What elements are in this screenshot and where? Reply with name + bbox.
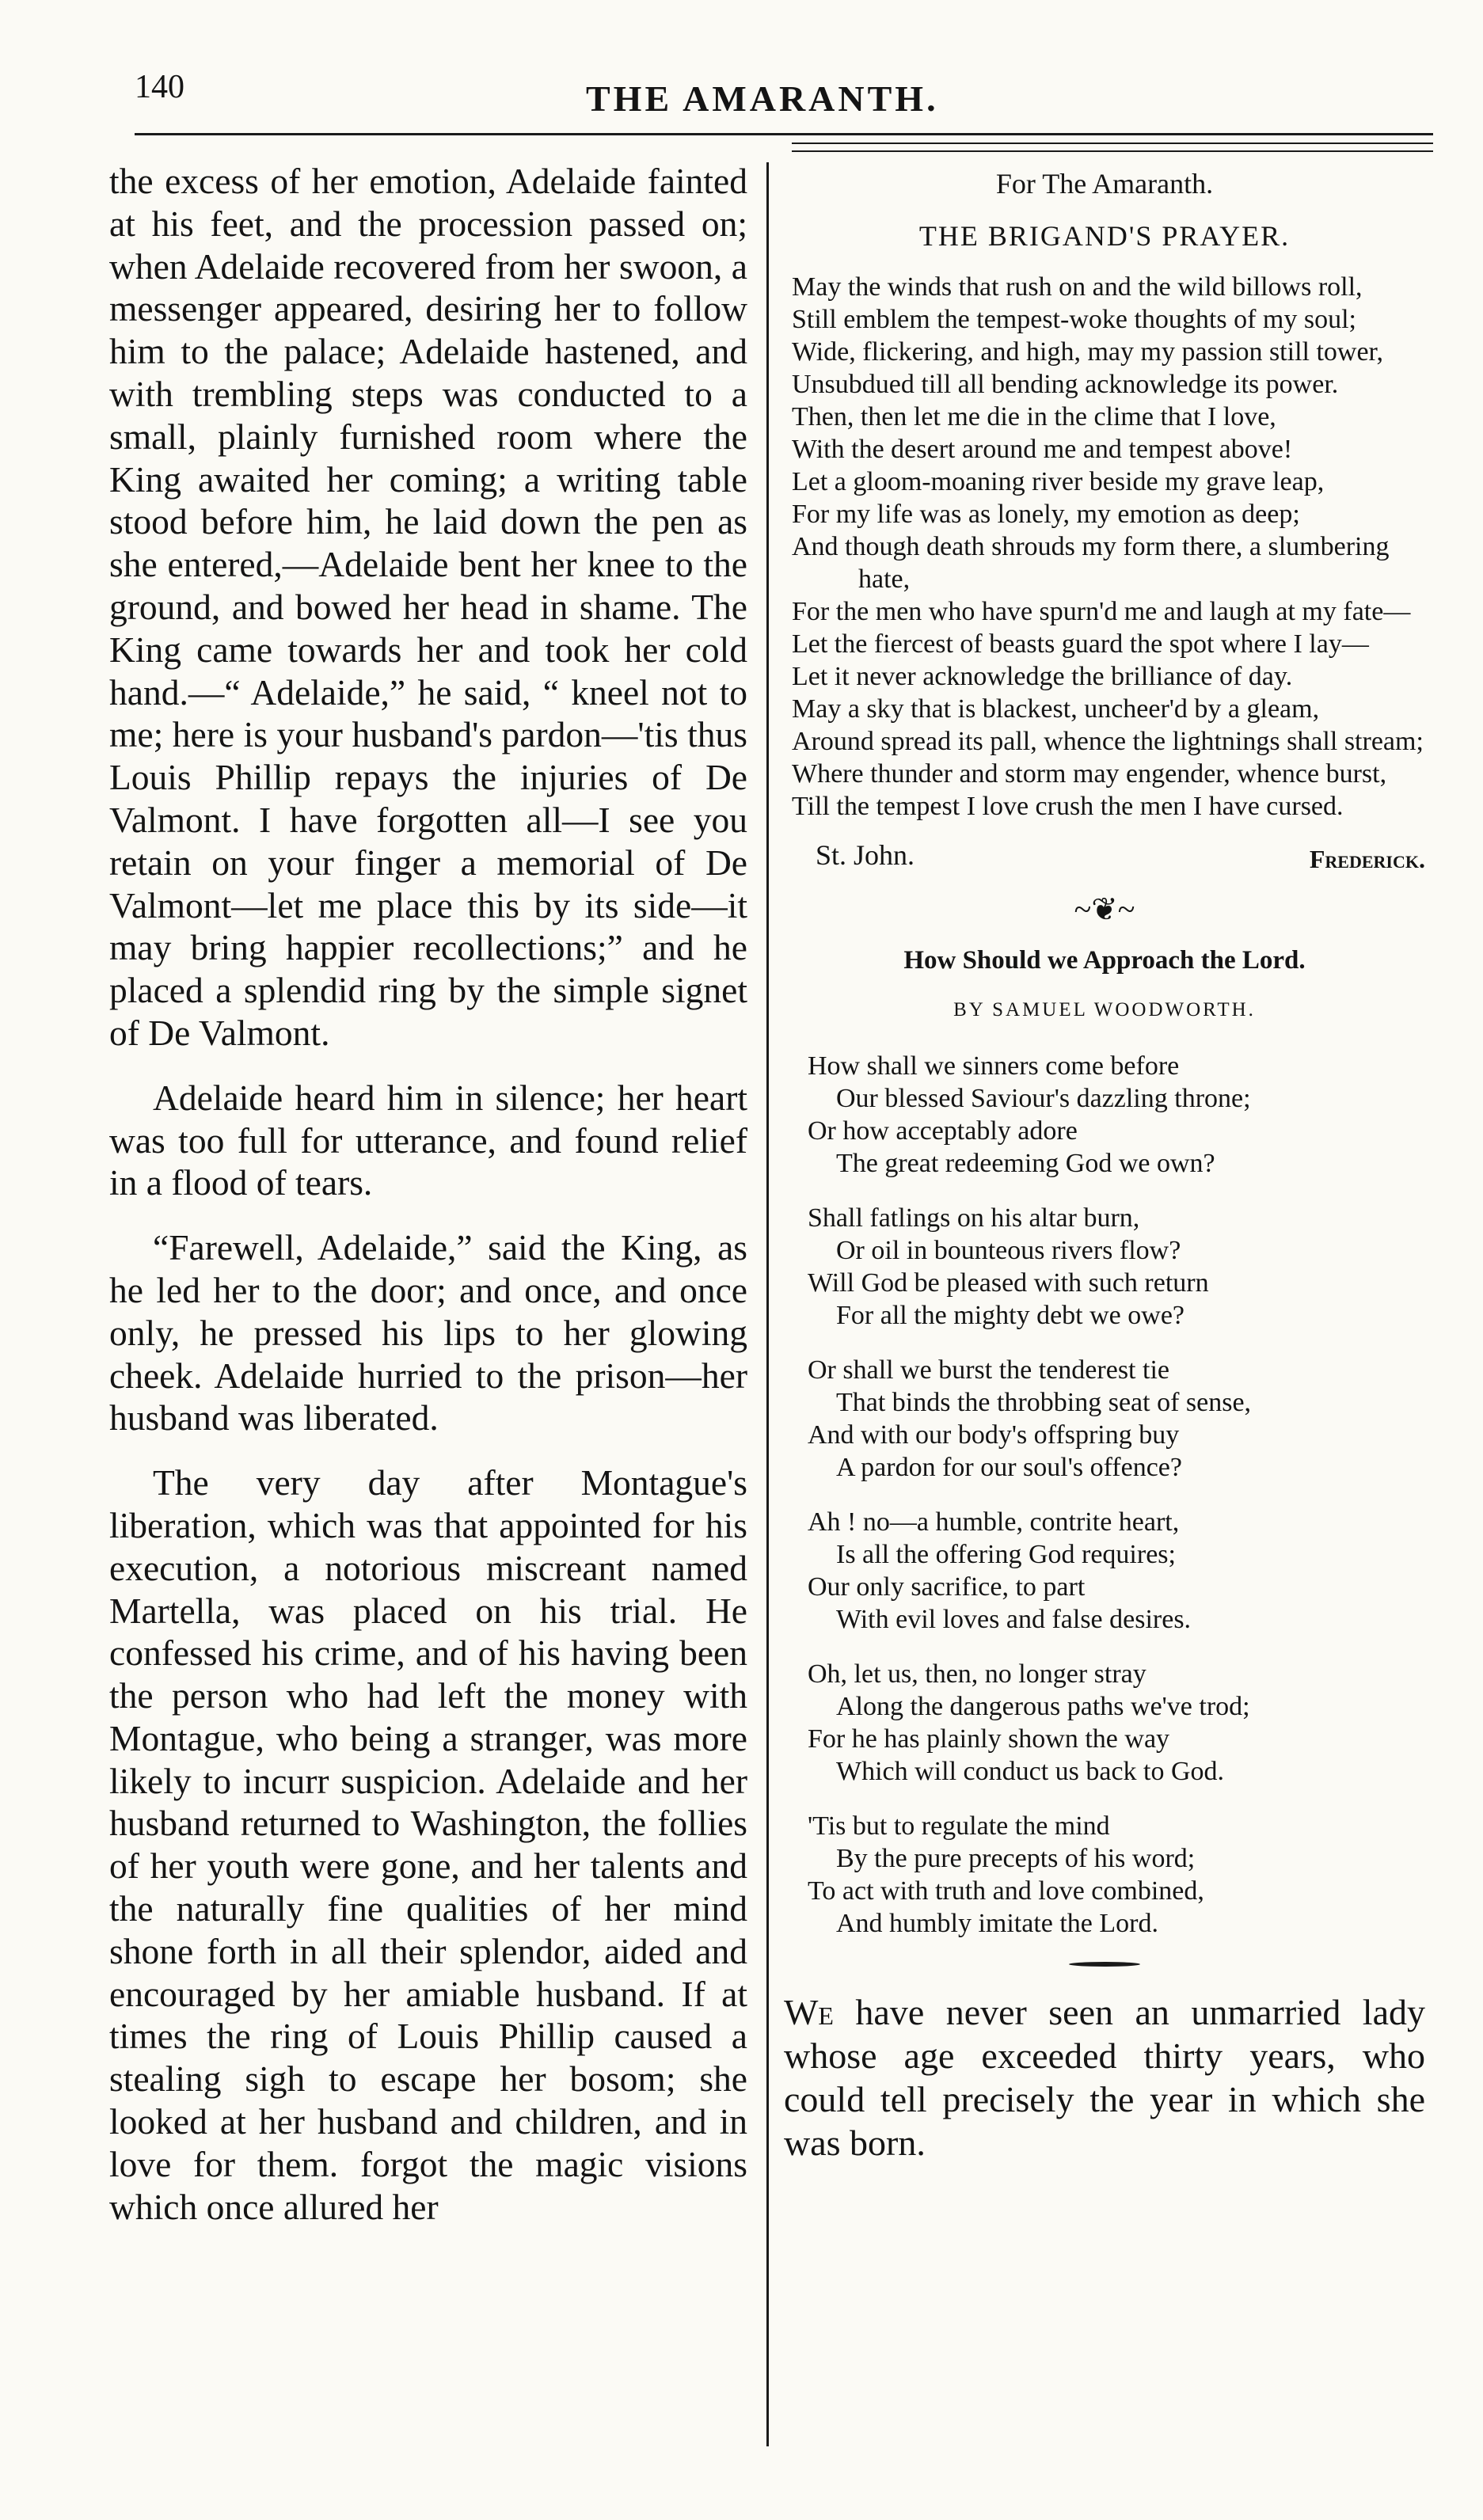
story-paragraph: The very day after Montague's liberation, which was that appointed for his execution, a notorious miscreant named Martella, was placed on his trial. He confessed his crime, and of his having been the person who had left the money with Montague, who being a stranger, was more likely to incurr suspicion. Adelaide and her husband returned to Washington, the follies of her youth were gone, and her talents and the naturally fine qualities of her mind shone forth in all their splendor, aided and encouraged by her amiable husband. If at times the ring of Louis Phillip caused a stealing sigh to escape her bosom; she looked at her husband and children, and in love for them. forgot the magic visions which once allured her: [109, 1462, 747, 2227]
poem-signature: [784, 838, 1425, 894]
poem-line: Then, then let me die in the clime that I love,: [792, 402, 1276, 431]
hymn-stanza: [808, 1506, 1425, 1636]
poem-line: For the men who have spurn'd me and laugh at my fate—: [792, 597, 1411, 626]
poem-line: And though death shrouds my form there, a slumbering hate,: [792, 532, 1390, 594]
anecdote-paragraph: [784, 1990, 1425, 2165]
left-column: [109, 160, 747, 2250]
running-head: THE AMARANTH.: [586, 78, 939, 119]
flourish-ornament: ~❦~: [1074, 891, 1135, 927]
poem-body: [792, 271, 1425, 823]
hymn-line: For he has plainly shown the way: [808, 1724, 1170, 1754]
section-divider: [1069, 1962, 1140, 1967]
hymn-line: And with our body's offspring buy: [808, 1420, 1180, 1450]
hymn-stanza: [808, 1354, 1425, 1484]
poem-line: For my life was as lonely, my emotion as deep;: [792, 500, 1300, 529]
header-rule: [135, 133, 1433, 135]
hymn-line: Or shall we burst the tenderest tie: [808, 1355, 1169, 1385]
hymn-stanza: [808, 1202, 1425, 1332]
hymn-line: The great redeeming God we own?: [836, 1149, 1215, 1178]
story-paragraph: Adelaide heard him in silence; her heart was too full for utterance, and found relief in a flood of tears.: [109, 1077, 747, 1203]
poem-source-line: For The Amaranth.: [995, 168, 1214, 200]
poem-line: May a sky that is blackest, uncheer'd by a gleam,: [792, 694, 1320, 724]
hymn-line: By the pure precepts of his word;: [836, 1844, 1196, 1873]
poem-place: St. John.: [816, 839, 915, 871]
hymn-byline: BY SAMUEL WOODWORTH.: [953, 999, 1256, 1021]
poem-line: Unsubdued till all bending acknowledge its power.: [792, 370, 1339, 399]
hymn-stanza: [808, 1050, 1425, 1180]
hymn-line: Ah ! no—a humble, contrite heart,: [808, 1507, 1180, 1537]
column-divider: [766, 162, 769, 2446]
hymn-line: And humbly imitate the Lord.: [836, 1909, 1158, 1938]
poem-line: Around spread its pall, whence the lightnings shall stream;: [792, 727, 1424, 756]
poem-title: THE BRIGAND'S PRAYER.: [918, 220, 1291, 252]
hymn-line: Or how acceptably adore: [808, 1116, 1078, 1146]
hymn-line: Shall fatlings on his altar burn,: [808, 1203, 1140, 1233]
poem-line: Where thunder and storm may engender, whence burst,: [792, 759, 1387, 789]
right-column: [784, 166, 1425, 2165]
hymn-line: Which will conduct us back to God.: [836, 1757, 1225, 1786]
poem-line: Let the fiercest of beasts guard the spot where I lay—: [792, 629, 1369, 659]
anecdote-text: have never seen an unmarried lady whose age exceeded thirty years, who could tell precisely the year in which she was born.: [784, 1992, 1425, 2163]
header-rule-double-bottom: [792, 150, 1433, 152]
page-number: 140: [135, 69, 184, 105]
story-paragraph: “Farewell, Adelaide,” said the King, as he led her to the door; and once, and once only, he pressed his lips to her glowing cheek. Adelaide hurried to the prison—her husband was liberated.: [109, 1227, 747, 1439]
anecdote-first-word: We: [784, 1992, 834, 2032]
hymn-line: How shall we sinners come before: [808, 1051, 1180, 1081]
poem-line: Wide, flickering, and high, may my passion still tower,: [792, 337, 1384, 367]
hymn-line: With evil loves and false desires.: [836, 1605, 1192, 1634]
hymn-line: 'Tis but to regulate the mind: [808, 1811, 1110, 1841]
hymn-line: A pardon for our soul's offence?: [836, 1453, 1182, 1482]
story-paragraph: the excess of her emotion, Adelaide fainted at his feet, and the procession passed on; when Adelaide recovered from her swoon, a messenger appeared, desiring her to follow him to the palace; Adelaide hastened, and with trembling steps was conducted to a small, plainly furnished room where the King awaited her coming; a writing table stood before him, he laid down the pen as she entered,—Adelaide bent her knee to the ground, and bowed her head in shame. The King came towards her and took her cold hand.—“ Adelaide,” he said, “ kneel not to me; here is your husband's pardon—'tis thus Louis Phillip repays the injuries of De Valmont. I have forgotten all—I see you retain on your finger a memorial of De Valmont—let me place this by its side—it may bring happier recollections;” and he placed a splendid ring by the simple signet of De Valmont.: [109, 161, 747, 1053]
poem-line: Let a gloom-moaning river beside my grave leap,: [792, 467, 1325, 496]
poem-line: Let it never acknowledge the brilliance of day.: [792, 662, 1293, 691]
hymn-stanza: [808, 1810, 1425, 1940]
hymn-stanza: [808, 1658, 1425, 1788]
header-rule-double-top: [792, 143, 1433, 144]
poem-line: Still emblem the tempest-woke thoughts of my soul;: [792, 305, 1356, 334]
poem-line: Till the tempest I love crush the men I have cursed.: [792, 792, 1344, 821]
poem-line: May the winds that rush on and the wild billows roll,: [792, 272, 1363, 302]
hymn-line: Or oil in bounteous rivers flow?: [836, 1236, 1181, 1265]
hymn-line: Will God be pleased with such return: [808, 1268, 1209, 1298]
hymn-line: Our blessed Saviour's dazzling throne;: [836, 1084, 1251, 1113]
hymn-line: To act with truth and love combined,: [808, 1876, 1204, 1906]
hymn-line: Is all the offering God requires;: [836, 1540, 1176, 1569]
poem-author: Frederick.: [1309, 845, 1425, 873]
poem-line: With the desert around me and tempest above!: [792, 435, 1293, 464]
hymn-line: Oh, let us, then, no longer stray: [808, 1659, 1146, 1689]
hymn-line: For all the mighty debt we owe?: [836, 1301, 1185, 1330]
hymn-title: How Should we Approach the Lord.: [903, 946, 1306, 975]
hymn-line: Along the dangerous paths we've trod;: [836, 1692, 1250, 1721]
hymn-line: Our only sacrifice, to part: [808, 1572, 1086, 1602]
hymn-line: That binds the throbbing seat of sense,: [836, 1388, 1252, 1417]
